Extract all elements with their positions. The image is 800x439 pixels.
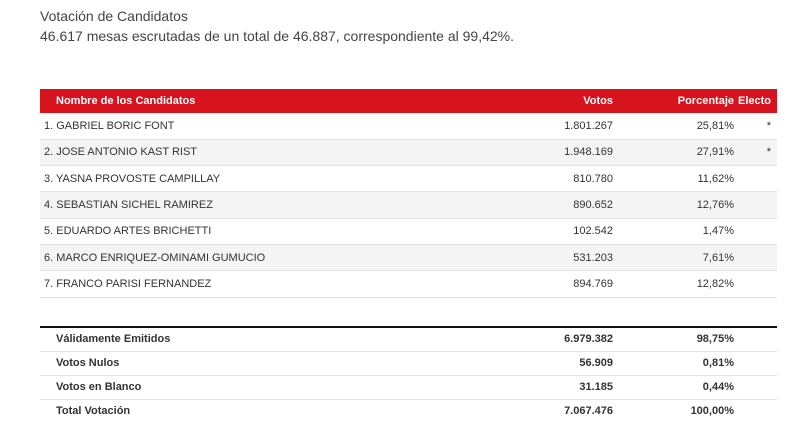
- candidate-name: 4. SEBASTIAN SICHEL RAMIREZ: [40, 192, 420, 218]
- totals-votes: 7.067.476: [564, 405, 613, 418]
- candidate-elected: *: [734, 139, 777, 165]
- candidate-percent: 12,82%: [613, 271, 734, 297]
- totals-percent: 98,75%: [613, 327, 734, 351]
- totals-label: Válidamente Emitidos: [40, 327, 420, 351]
- candidate-votes: 531.203: [420, 244, 613, 270]
- candidate-name: 6. MARCO ENRIQUEZ-OMINAMI GUMUCIO: [40, 244, 420, 270]
- candidate-votes: 1.801.267: [420, 113, 613, 139]
- totals-label: Total Votación: [56, 405, 131, 418]
- column-header-votes: Votos: [420, 89, 613, 113]
- candidate-elected: [734, 166, 777, 192]
- candidate-elected: [734, 218, 777, 244]
- page-subtitle: 46.617 mesas escrutadas de un total de 46.887, correspondiente al 99,42%.: [40, 28, 514, 44]
- candidate-name: 3. YASNA PROVOSTE CAMPILLAY: [40, 166, 420, 192]
- table-row: [40, 113, 777, 139]
- candidate-name: 7. FRANCO PARISI FERNANDEZ: [40, 271, 420, 297]
- candidate-percent: 25,81%: [613, 113, 734, 139]
- totals-label: Votos Nulos: [40, 351, 420, 375]
- column-header-name: Nombre de los Candidatos: [40, 89, 420, 113]
- candidates-table: [40, 89, 777, 298]
- table-row: [40, 218, 777, 244]
- totals-percent: 100,00%: [690, 405, 734, 418]
- candidate-votes: 810.780: [420, 166, 613, 192]
- table-row: [40, 244, 777, 270]
- candidate-percent: 1,47%: [613, 218, 734, 244]
- candidate-percent: 7,61%: [613, 244, 734, 270]
- column-header-elected: Electo: [734, 89, 777, 113]
- table-row: [40, 271, 777, 297]
- candidate-elected: [734, 271, 777, 297]
- candidate-percent: 11,62%: [613, 166, 734, 192]
- totals-votes: 31.185: [420, 375, 613, 399]
- totals-row: [40, 399, 777, 423]
- totals-percent: 0,44%: [613, 375, 734, 399]
- totals-percent: 0,81%: [613, 351, 734, 375]
- candidate-percent: 12,76%: [613, 192, 734, 218]
- candidate-percent: 27,91%: [613, 139, 734, 165]
- candidate-elected: *: [734, 113, 777, 139]
- candidate-name: 2. JOSE ANTONIO KAST RIST: [40, 139, 420, 165]
- totals-row: [40, 375, 777, 399]
- totals-votes: 56.909: [420, 351, 613, 375]
- totals-row: [40, 327, 777, 351]
- candidate-votes: 102.542: [420, 218, 613, 244]
- table-row: [40, 166, 777, 192]
- totals-label: Votos en Blanco: [40, 375, 420, 399]
- candidate-votes: 890.652: [420, 192, 613, 218]
- candidate-elected: [734, 192, 777, 218]
- totals-votes: 6.979.382: [420, 327, 613, 351]
- page-title: Votación de Candidatos: [40, 8, 188, 24]
- candidate-elected: [734, 244, 777, 270]
- candidate-votes: 1.948.169: [420, 139, 613, 165]
- totals-table: [40, 326, 777, 423]
- candidate-name: 1. GABRIEL BORIC FONT: [40, 113, 420, 139]
- totals-row: [40, 351, 777, 375]
- table-row: [40, 192, 777, 218]
- table-row: [40, 139, 777, 165]
- candidate-name: 5. EDUARDO ARTES BRICHETTI: [40, 218, 420, 244]
- column-header-percent: Porcentaje: [613, 89, 734, 113]
- candidate-votes: 894.769: [420, 271, 613, 297]
- table-header-row: [40, 89, 777, 113]
